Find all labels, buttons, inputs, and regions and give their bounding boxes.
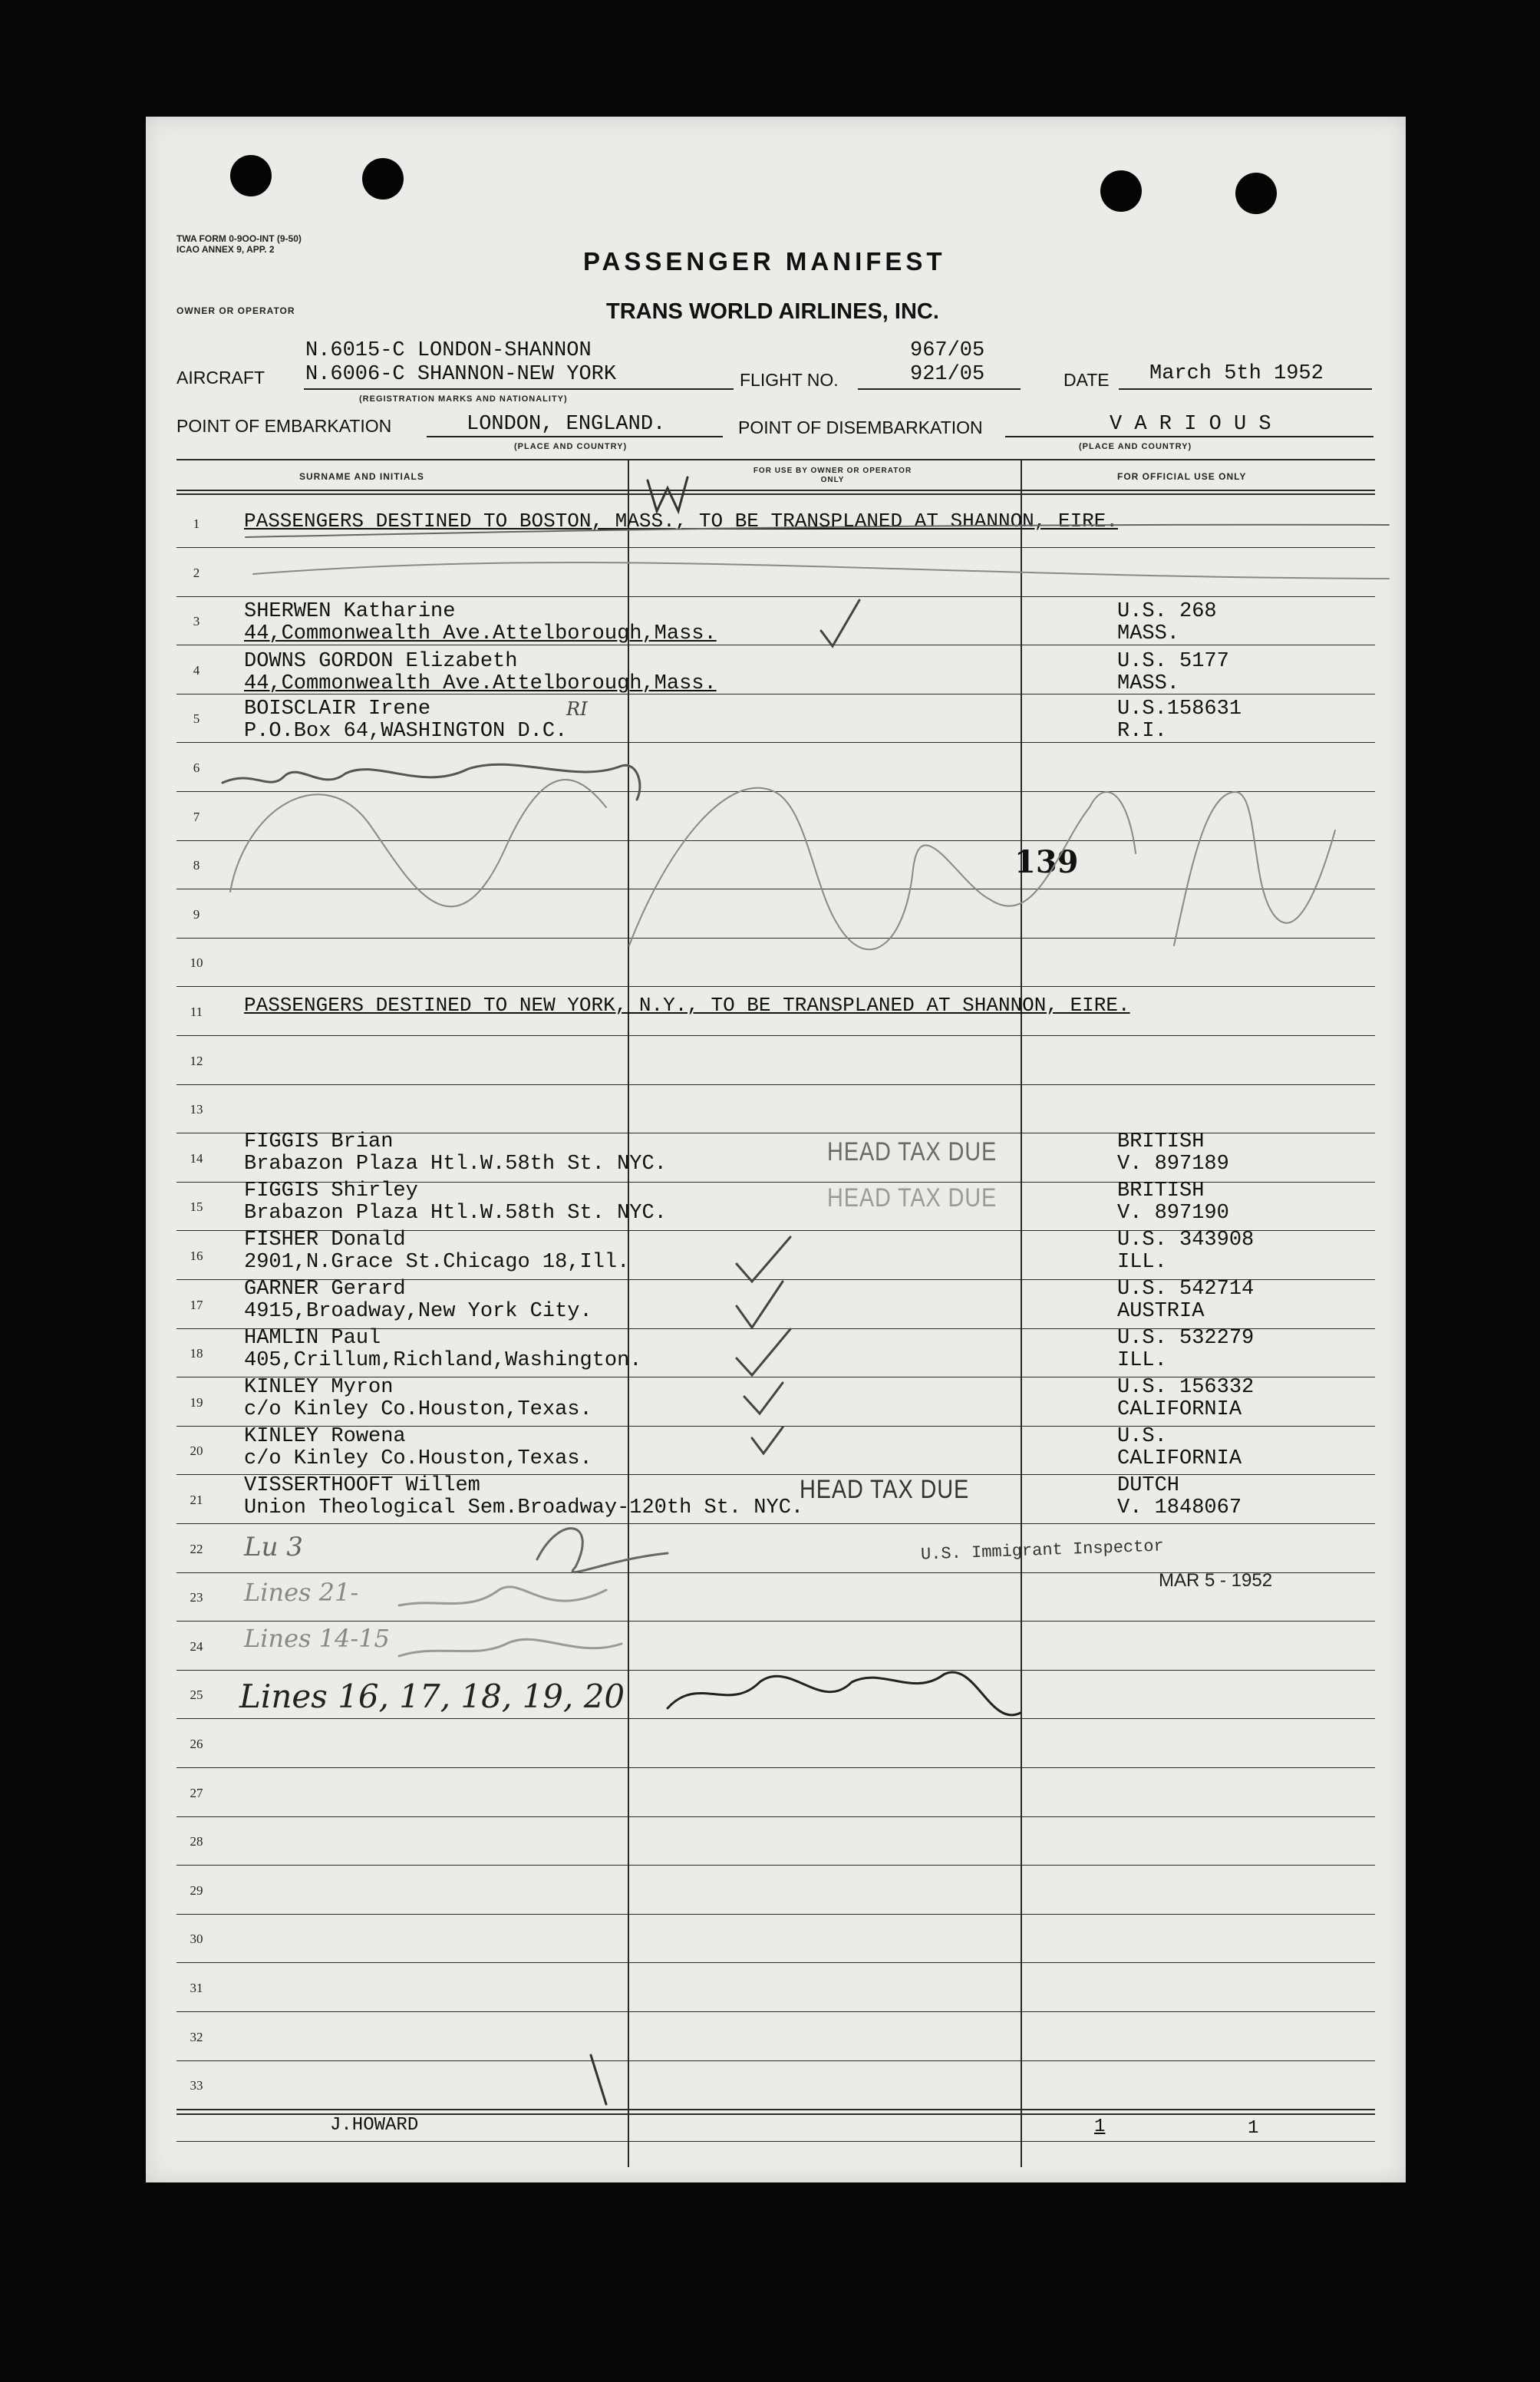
line-number: 21 [190,1493,203,1507]
flight-line1: 967/05 [910,339,985,362]
line-number: 19 [190,1395,203,1410]
line-number: 28 [190,1834,203,1849]
line-number: 2 [193,566,200,580]
passenger-name: FIGGIS Brian [244,1130,394,1153]
passenger-official-1: U.S.158631 [1117,698,1242,721]
line-number: 15 [190,1199,203,1214]
head-tax-stamp: HEAD TAX DUE [827,1183,998,1212]
line-number: 9 [193,907,200,922]
line-number: 25 [190,1688,203,1702]
line-number: 14 [190,1151,203,1166]
line-number: 3 [193,614,200,628]
line-number: 12 [190,1054,203,1068]
passenger-name: BOISCLAIR Irene [244,698,431,721]
passenger-address: c/o Kinley Co.Houston,Texas. [244,1398,592,1421]
footer-rule [176,2109,1375,2110]
passenger-address: 2901,N.Grace St.Chicago 18,Ill. [244,1251,630,1274]
line-number: 32 [190,2030,203,2044]
passenger-address: Brabazon Plaza Htl.W.58th St. NYC. [244,1153,667,1176]
aircraft-label: AIRCRAFT [176,368,265,388]
passenger-official-2: AUSTRIA [1117,1300,1205,1323]
page-title: PASSENGER MANIFEST [583,247,946,275]
aircraft-line2: N.6006-C SHANNON-NEW YORK [305,363,617,386]
handwritten-line22: Lu 3 [244,1532,303,1562]
aircraft-line1: N.6015-C LONDON-SHANNON [305,339,592,362]
handwritten-line23: Lines 21- [244,1578,359,1607]
line-number: 7 [193,810,200,824]
passenger-official-1: U.S. 156332 [1117,1376,1255,1399]
passenger-name: FIGGIS Shirley [244,1179,418,1203]
line-number: 10 [190,955,203,970]
passenger-official-2: CALIFORNIA [1117,1447,1242,1470]
place-caption: (PLACE AND COUNTRY) [514,442,628,451]
page-number-stamp: 139 [1014,844,1079,880]
line-number: 1 [193,516,200,531]
handwriting-overlay [146,117,1406,2182]
passenger-address: 4915,Broadway,New York City. [244,1300,592,1323]
line-number: 18 [190,1346,203,1361]
owner-value: TRANS WORLD AIRLINES, INC. [606,299,939,324]
passenger-address: 44,Commonwealth Ave.Attelborough,Mass. [244,622,717,645]
line-number: 8 [193,858,200,873]
line-number: 20 [190,1443,203,1458]
passenger-name: VISSERTHOOFT Willem [244,1474,480,1497]
line-number: 29 [190,1883,203,1898]
line-number: 31 [190,1981,203,1995]
inspector-date: MAR 5 - 1952 [1159,1570,1273,1591]
passenger-name: GARNER Gerard [244,1278,406,1301]
passenger-name: HAMLIN Paul [244,1327,381,1350]
passenger-address: P.O.Box 64,WASHINGTON D.C. [244,720,568,743]
line-number: 16 [190,1249,203,1263]
passenger-address: Brabazon Plaza Htl.W.58th St. NYC. [244,1202,667,1225]
passenger-official-2: R.I. [1117,720,1167,743]
handwritten-line25: Lines 16, 17, 18, 19, 20 [239,1678,625,1715]
manifest-sheet [146,117,1406,2182]
passenger-name: KINLEY Myron [244,1376,394,1399]
line-number: 23 [190,1590,203,1605]
date-label: DATE [1063,370,1110,390]
col-owner-heading: FOR USE BY OWNER OR OPERATOR ONLY [753,467,912,484]
footer-page-of: 1 [1248,2118,1259,2139]
place-caption-2: (PLACE AND COUNTRY) [1079,442,1192,451]
flight-line2: 921/05 [910,363,985,386]
passenger-address: 405,Crillum,Richland,Washington. [244,1349,642,1372]
inspector-stamp: U.S. Immigrant Inspector [920,1536,1165,1565]
passenger-name: SHERWEN Katharine [244,600,456,623]
passenger-official-1: U.S. 542714 [1117,1278,1255,1301]
passenger-official-1: BRITISH [1117,1130,1205,1153]
passenger-address: 44,Commonwealth Ave.Attelborough,Mass. [244,672,717,695]
passenger-official-2: MASS. [1117,672,1180,695]
col-official-heading: FOR OFFICIAL USE ONLY [1117,471,1247,482]
passenger-name: DOWNS GORDON Elizabeth [244,650,518,673]
disembark-label: POINT OF DISEMBARKATION [738,417,983,437]
passenger-official-1: BRITISH [1117,1179,1205,1203]
line-number: 17 [190,1298,203,1312]
line-number: 4 [193,663,200,678]
passenger-official-2: CALIFORNIA [1117,1398,1242,1421]
line-number: 33 [190,2078,203,2093]
line-number: 27 [190,1786,203,1800]
date-value: March 5th 1952 [1149,362,1324,385]
flight-label: FLIGHT NO. [740,370,839,390]
embark-value: LONDON, ENGLAND. [467,413,666,436]
handwritten-line24: Lines 14-15 [244,1624,390,1653]
passenger-official-2: ILL. [1117,1349,1167,1372]
form-id-line1: TWA FORM 0-9OO-INT (9-50) [176,233,302,244]
passenger-official-1: DUTCH [1117,1474,1180,1497]
col-surname-heading: SURNAME AND INITIALS [299,471,424,482]
footer-signer: J.HOWARD [330,2115,419,2136]
footer-page: 1 [1094,2116,1106,2137]
passenger-official-1: U.S. 5177 [1117,650,1229,673]
passenger-address: Union Theological Sem.Broadway-120th St. NYC. [244,1496,804,1519]
handwritten-ri: RI [566,698,588,720]
head-tax-stamp: HEAD TAX DUE [800,1475,970,1504]
passenger-official-1: U.S. 532279 [1117,1327,1255,1350]
passenger-official-2: V. 1848067 [1117,1496,1242,1519]
line-number: 11 [190,1005,203,1019]
passenger-official-2: ILL. [1117,1251,1167,1274]
passenger-official-1: U.S. 343908 [1117,1229,1255,1252]
section-newyork: PASSENGERS DESTINED TO NEW YORK, N.Y., TO BE TRANSPLANED AT SHANNON, EIRE. [244,994,1130,1017]
passenger-official-1: U.S. 268 [1117,600,1217,623]
line-number: 6 [193,760,200,775]
registration-caption: (REGISTRATION MARKS AND NATIONALITY) [359,394,568,404]
passenger-official-1: U.S. [1117,1425,1167,1448]
owner-label: OWNER OR OPERATOR [176,305,295,316]
passenger-name: KINLEY Rowena [244,1425,406,1448]
line-number: 5 [193,711,200,726]
passenger-official-2: V. 897189 [1117,1153,1229,1176]
passenger-address: c/o Kinley Co.Houston,Texas. [244,1447,592,1470]
embark-label: POINT OF EMBARKATION [176,416,392,436]
head-tax-stamp: HEAD TAX DUE [827,1137,998,1166]
line-number: 24 [190,1639,203,1654]
form-id-line2: ICAO ANNEX 9, APP. 2 [176,244,275,255]
passenger-official-2: MASS. [1117,622,1180,645]
line-number: 22 [190,1542,203,1556]
disembark-value: V A R I O U S [1110,413,1271,436]
section-boston: PASSENGERS DESTINED TO BOSTON, MASS., TO BE TRANSPLANED AT SHANNON, EIRE. [244,510,1118,533]
passenger-official-2: V. 897190 [1117,1202,1229,1225]
line-number: 13 [190,1102,203,1117]
line-number: 30 [190,1932,203,1946]
line-number: 26 [190,1737,203,1751]
passenger-name: FISHER Donald [244,1229,406,1252]
footer-rule-3 [176,2141,1375,2142]
